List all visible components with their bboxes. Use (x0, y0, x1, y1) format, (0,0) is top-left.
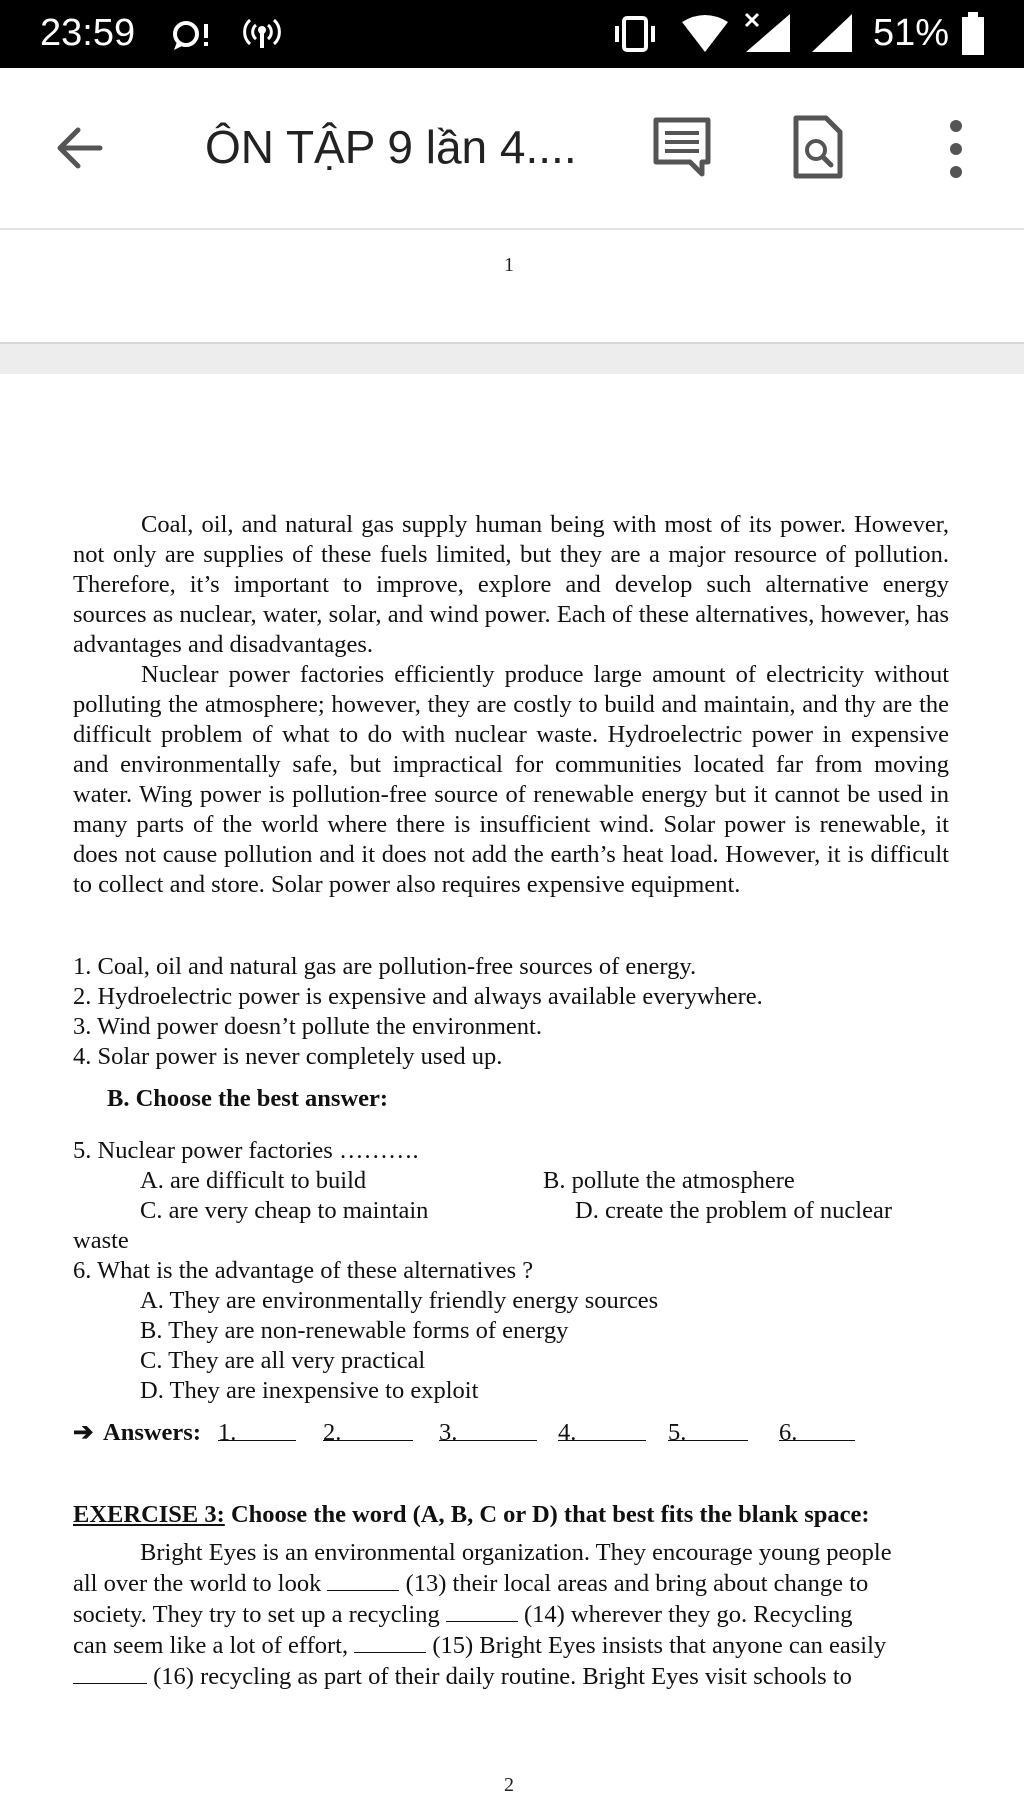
ex3-line-2: all over the world to look (13) their local areas and bring about change to (73, 1570, 869, 1597)
passage-paragraph-2: Nuclear power factories efficiently produce large amount of electricity without polluting the atmosphere; however, they are costly to build and maintain, and thy are the difficult problem of what to do with nuclear waste. Hydroelectric power in expensive and environmentally safe, but impractical for communities located far from moving water. Wing power is pollution-free source of renewable energy but it cannot be used in many parts of the world where there is insufficient wind. Solar power is renewable, it does not cause pollution and it does not add the earth’s heat load. However, it is difficult to collect and store. Solar power also requires expensive equipment. (73, 661, 949, 898)
section-b-heading: B. Choose the best answer: (107, 1085, 389, 1112)
statement-2: 2. Hydroelectric power is expensive and always available everywhere. (73, 983, 763, 1010)
signal-icon (808, 10, 856, 54)
blank-16[interactable] (73, 1661, 147, 1684)
status-bar (0, 0, 1024, 68)
page-separator (0, 342, 1024, 374)
question-5-text: 5. Nuclear power factories ………. (73, 1137, 419, 1164)
document-page-2[interactable] (0, 374, 1024, 1820)
signal-x-icon (742, 10, 794, 54)
q5-option-d-wrap: waste (73, 1227, 129, 1254)
answers-row: ➔ Answers: 1. 2. 3. 4. 5. 6. (73, 1418, 949, 1448)
true-false-statements (73, 952, 949, 1072)
exercise-3-label: EXERCISE 3: (73, 1501, 225, 1528)
exercise-3-heading (73, 1500, 949, 1530)
question-6-text: 6. What is the advantage of these alternatives ? (73, 1257, 534, 1284)
exercise-3-instruction: Choose the word (A, B, C or D) that best fits the blank space: (224, 1501, 870, 1528)
page-number-1: 1 (504, 254, 514, 276)
question-6 (73, 1256, 949, 1406)
wifi-icon (680, 14, 730, 54)
blank-13[interactable] (327, 1568, 399, 1591)
answers-label: Answers: (103, 1419, 201, 1446)
q6-option-c: C. They are all very practical (140, 1347, 426, 1374)
comment-icon[interactable] (652, 116, 712, 178)
statement-1: 1. Coal, oil and natural gas are pollution-free sources of energy. (73, 953, 697, 980)
battery-icon (960, 12, 986, 56)
more-vert-icon[interactable] (946, 118, 966, 180)
answers-arrow-icon: ➔ (73, 1419, 94, 1446)
chat-notification-icon (172, 18, 216, 52)
page-number-2: 2 (504, 1774, 514, 1796)
q5-option-c: C. are very cheap to maintain (140, 1197, 429, 1224)
ex3-line-3: society. They try to set up a recycling (14) wherever they go. Recycling (73, 1601, 853, 1628)
q6-option-d: D. They are inexpensive to exploit (140, 1377, 479, 1404)
ex3-line-4: can seem like a lot of effort, (15) Bright Eyes insists that anyone can easily (73, 1632, 887, 1659)
passage-paragraph-1: Coal, oil, and natural gas supply human being with most of its power. However, not only are supplies of these fuels limited, but they are a major resource of pollution. Therefore, it’s important to improve, explore and develop such alternative energy sources as nuclear, water, solar, and wind power. Each of these alternatives, however, has advantages and disadvantages. (73, 511, 949, 658)
reading-passage (73, 510, 949, 900)
blank-14[interactable] (446, 1599, 518, 1622)
question-5 (73, 1136, 949, 1256)
find-in-page-icon[interactable] (792, 114, 844, 180)
document-title: ÔN TẬP 9 lần 4.... (205, 121, 577, 173)
ex3-line-5: (16) recycling as part of their daily routine. Bright Eyes visit schools to (73, 1661, 949, 1692)
q6-option-b: B. They are non-renewable forms of energy (140, 1317, 569, 1344)
ex3-line-1: Bright Eyes is an environmental organization. They encourage young people (140, 1539, 892, 1566)
q5-option-a: A. are difficult to build (140, 1167, 367, 1194)
q5-option-b: B. pollute the atmosphere (543, 1167, 795, 1194)
vibrate-icon (612, 14, 658, 54)
statement-3: 3. Wind power doesn’t pollute the environment. (73, 1013, 542, 1040)
app-bar (0, 68, 1024, 230)
exercise-3-passage (73, 1538, 949, 1692)
battery-percent: 51% (873, 12, 950, 54)
status-time: 23:59 (40, 12, 136, 54)
q6-option-a: A. They are environmentally friendly energy sources (140, 1287, 659, 1314)
hotspot-icon (242, 16, 282, 52)
back-arrow-icon[interactable] (50, 118, 110, 178)
statement-4: 4. Solar power is never completely used up. (73, 1043, 503, 1070)
document-page-1 (0, 230, 1024, 342)
blank-15[interactable] (354, 1630, 426, 1653)
q5-option-d: D. create the problem of nuclear (575, 1197, 892, 1224)
